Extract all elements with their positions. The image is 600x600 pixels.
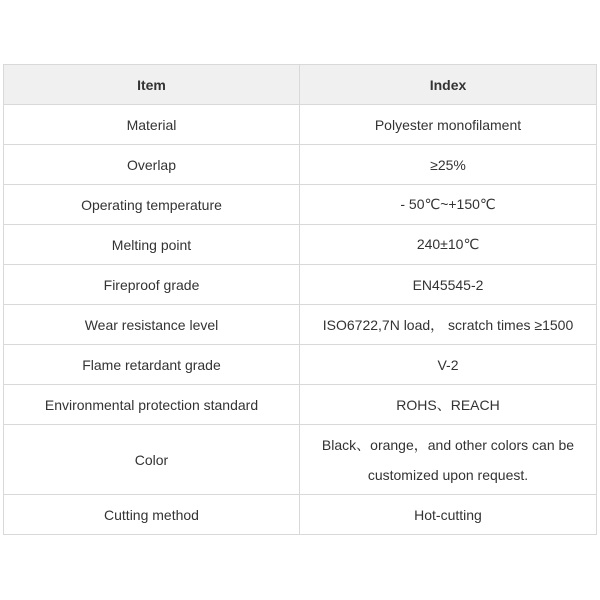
table-row	[4, 305, 597, 345]
table-row	[4, 185, 597, 225]
header-item: Item	[4, 65, 300, 105]
table-row	[4, 225, 597, 265]
table-row	[4, 345, 597, 385]
row-item: Fireproof grade	[4, 265, 300, 305]
row-item: Melting point	[4, 225, 300, 265]
header-index: Index	[300, 65, 597, 105]
row-value: ≥25%	[300, 145, 597, 185]
row-value: 240±10℃	[300, 225, 597, 265]
row-item: Wear resistance level	[4, 305, 300, 345]
row-value: ROHS、REACH	[300, 385, 597, 425]
row-value: EN45545-2	[300, 265, 597, 305]
table-row	[4, 495, 597, 535]
row-value: - 50℃~+150℃	[300, 185, 597, 225]
row-item: Color	[4, 425, 300, 495]
row-item: Overlap	[4, 145, 300, 185]
table-row	[4, 385, 597, 425]
row-value: Black、orange，and other colors can be customized upon request.	[300, 425, 597, 495]
row-item: Flame retardant grade	[4, 345, 300, 385]
table-body	[4, 105, 597, 535]
row-item: Cutting method	[4, 495, 300, 535]
table-header	[4, 65, 597, 105]
row-item: Environmental protection standard	[4, 385, 300, 425]
header-row	[4, 65, 597, 105]
spec-table	[3, 64, 597, 535]
row-item: Material	[4, 105, 300, 145]
row-value: ISO6722,7N load， scratch times ≥1500	[300, 305, 597, 345]
table-row	[4, 265, 597, 305]
row-item: Operating temperature	[4, 185, 300, 225]
table-row	[4, 105, 597, 145]
row-value: Hot-cutting	[300, 495, 597, 535]
table-row	[4, 145, 597, 185]
row-value: V-2	[300, 345, 597, 385]
table-row	[4, 425, 597, 495]
row-value: Polyester monofilament	[300, 105, 597, 145]
